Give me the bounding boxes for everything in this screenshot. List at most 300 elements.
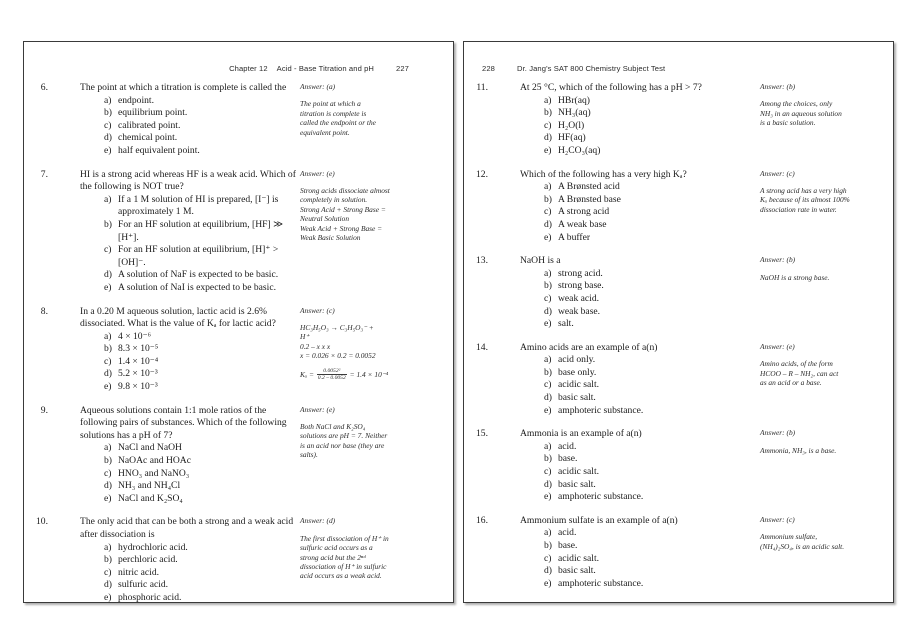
choice-item[interactable] (104, 95, 300, 108)
answer-line: Weak Basic Solution (300, 233, 361, 242)
answer-explanation (300, 323, 420, 361)
answer-key: Answer: (b) (760, 255, 796, 265)
choice-label: b) (104, 107, 112, 119)
choice-label: d) (544, 565, 552, 577)
choice-item[interactable] (104, 219, 300, 244)
choice-text: endpoint. (118, 94, 154, 106)
answer-column (760, 428, 870, 455)
choice-item[interactable] (104, 343, 300, 356)
question-block (24, 169, 453, 295)
question-block (24, 82, 453, 158)
choice-list (544, 527, 760, 590)
answer-line: Both NaCl and K₂SO₄ (300, 422, 366, 432)
question-number: 14. (476, 341, 488, 353)
choice-label: a) (544, 354, 552, 366)
choice-label: a) (544, 181, 552, 193)
answer-line: The point at which a (300, 99, 361, 109)
question-number: 13. (476, 255, 488, 267)
answer-column (760, 82, 870, 128)
choice-text: A solution of NaF is expected to be basic. (118, 269, 279, 281)
running-head-chapter: Chapter 12 (229, 64, 268, 73)
choice-text: acidic salt. (558, 466, 600, 478)
question-block (24, 405, 453, 506)
choice-label: a) (544, 440, 552, 452)
answer-key: Answer: (d) (300, 516, 336, 526)
running-head-left (229, 64, 409, 73)
question-body (464, 515, 760, 591)
choice-label: e) (104, 281, 112, 293)
choice-label: a) (544, 94, 552, 106)
answer-key: Answer: (c) (760, 168, 795, 178)
choice-item[interactable] (544, 280, 760, 293)
answer-line: completely in solution. (300, 195, 368, 205)
choice-label: a) (104, 330, 112, 342)
answer-key: Answer: (c) (300, 305, 335, 315)
page-number: 228 (482, 64, 495, 73)
choice-item[interactable] (544, 553, 760, 566)
question-body (24, 405, 300, 506)
choice-item[interactable] (544, 120, 760, 133)
choice-text: strong acid. (558, 267, 603, 279)
question-number: 12. (476, 168, 488, 180)
choice-label: c) (104, 119, 112, 131)
question-stem: HI is a strong acid whereas HF is a weak acid. Which of the following is NOT true? (80, 168, 296, 193)
choice-list (544, 441, 760, 504)
choice-item[interactable] (544, 540, 760, 553)
answer-column (300, 516, 420, 580)
answer-explanation (760, 273, 870, 282)
answer-explanation (300, 422, 420, 460)
answer-explanation (760, 186, 870, 214)
question-stem: Ammonium sulfate is an example of a(n) (520, 514, 678, 526)
choice-text: base only. (558, 366, 597, 378)
choice-label: b) (104, 455, 112, 467)
choice-text: acid. (558, 440, 577, 452)
answer-line: strong acid but the 2ⁿᵈ (300, 552, 366, 562)
choice-label: c) (544, 466, 552, 478)
answer-line: Weak Acid + Strong Base = (300, 223, 383, 233)
choice-item[interactable] (104, 368, 300, 381)
formula-numerator: 0.0052² (317, 368, 347, 376)
choice-text: A buffer (558, 231, 591, 243)
choice-label: e) (104, 492, 112, 504)
choice-text: H₂O(l) (558, 119, 585, 131)
answer-line: The first dissociation of H⁺ in (300, 533, 389, 543)
page-number: 227 (396, 64, 409, 73)
running-head-title: Acid - Base Titration and pH (276, 64, 375, 73)
question-number: 7. (40, 168, 48, 180)
choice-label: a) (104, 193, 112, 205)
question-list-right (464, 82, 893, 601)
answer-line: HC₃H₅O₃ → C₃H₅O₃⁻ + (300, 322, 374, 332)
answer-line: NH₃ in an aqueous solution (760, 108, 842, 118)
choice-label: e) (544, 144, 552, 156)
question-block (464, 255, 893, 331)
choice-item[interactable] (104, 331, 300, 344)
choice-text: acid only. (558, 354, 596, 366)
choice-text: NH₃ and NH₄Cl (118, 480, 181, 492)
choice-item[interactable] (544, 565, 760, 578)
answer-line: called the endpoint or the (300, 118, 376, 128)
choice-label: d) (104, 269, 112, 281)
choice-item[interactable] (544, 206, 760, 219)
answer-key: Answer: (e) (760, 341, 795, 351)
choice-item[interactable] (104, 269, 300, 282)
running-head-title: Dr. Jang's SAT 800 Chemistry Subject Test (516, 64, 666, 73)
choice-text: acidic salt. (558, 552, 600, 564)
answer-column (300, 169, 420, 243)
choice-item[interactable] (544, 466, 760, 479)
question-list-left (24, 82, 453, 603)
choice-text: 9.8 × 10⁻³ (118, 381, 158, 393)
answer-column (760, 515, 870, 551)
answer-explanation (760, 446, 870, 455)
choice-item[interactable] (104, 381, 300, 394)
question-stem: The point at which a titration is complete is called the (80, 82, 287, 93)
choice-label: e) (104, 591, 112, 603)
question-number: 16. (476, 514, 488, 526)
question-stem: Which of the following has a very high Kₐ? (520, 168, 687, 180)
choice-label: a) (104, 94, 112, 106)
choice-item[interactable] (104, 455, 300, 468)
choice-text: chemical point. (118, 132, 178, 144)
question-stem: At 25 °C, which of the following has a pH > 7? (520, 82, 702, 93)
choice-text: HBr(aq) (558, 94, 590, 106)
choice-list (544, 268, 760, 331)
choice-text: A Brønsted base (558, 193, 621, 205)
choice-text: HNO₃ and NaNO₃ (118, 467, 190, 479)
question-body (24, 169, 300, 295)
question-stem: The only acid that can be both a strong and a weak acid after dissociation is (80, 516, 294, 540)
choice-item[interactable] (104, 442, 300, 455)
choice-text: H₂CO₃(aq) (558, 144, 601, 156)
answer-line: dissociation rate in water. (760, 204, 837, 214)
choice-text: A weak base (558, 218, 607, 230)
choice-text: calibrated point. (118, 119, 181, 131)
choice-label: c) (104, 244, 112, 256)
choice-text: basic salt. (558, 565, 596, 577)
choice-label: a) (544, 527, 552, 539)
answer-formula (300, 368, 420, 382)
question-body (24, 82, 300, 158)
answer-line: HCOO – R – NH₂, can act (760, 368, 839, 378)
choice-list (544, 181, 760, 244)
question-stem: Amino acids are an example of a(n) (520, 341, 658, 353)
question-body (464, 169, 760, 245)
question-stem: NaOH is a (520, 255, 561, 267)
choice-item[interactable] (104, 480, 300, 493)
choice-label: c) (544, 206, 552, 218)
answer-line: titration is complete is (300, 108, 367, 118)
choice-text: For an HF solution at equilibrium, [HF] ≫ [H⁺]. (118, 218, 284, 243)
choice-label: b) (544, 107, 552, 119)
answer-explanation (760, 99, 870, 127)
choice-text: salt. (558, 318, 574, 330)
choice-item[interactable] (544, 379, 760, 392)
question-block (464, 342, 893, 418)
choice-text: A Brønsted acid (558, 181, 620, 193)
answer-key: Answer: (b) (760, 428, 796, 438)
choice-item[interactable] (544, 95, 760, 108)
answer-line: acid occurs as a weak acid. (300, 571, 382, 581)
choice-label: e) (104, 144, 112, 156)
choice-label: d) (544, 478, 552, 490)
question-block (464, 515, 893, 591)
choice-text: half equivalent point. (118, 144, 200, 156)
answer-explanation (300, 534, 420, 581)
choice-text: weak base. (558, 305, 601, 317)
answer-line: is an acid nor base (they are (300, 440, 385, 450)
choice-item[interactable] (544, 354, 760, 367)
choice-item[interactable] (544, 479, 760, 492)
answer-key: Answer: (b) (760, 82, 796, 91)
choice-item[interactable] (104, 194, 300, 219)
choice-text: NaCl and NaOH (118, 442, 182, 454)
answer-line: dissociation of H⁺ in sulfuric (300, 562, 387, 572)
choice-list (104, 331, 300, 394)
choice-label: c) (544, 119, 552, 131)
answer-line: Kₐ because of its almost 100% (760, 195, 850, 205)
question-stem: Aqueous solutions contain 1:1 mole ratios of the following pairs of substances. Which of the following solutions has a pH of 7? (80, 404, 287, 441)
book-page-right (463, 41, 894, 603)
choice-label: b) (104, 218, 112, 230)
answer-line: equivalent point. (300, 127, 350, 137)
question-block (464, 169, 893, 245)
choice-item[interactable] (544, 491, 760, 504)
question-body (24, 306, 300, 394)
choice-list (104, 95, 300, 158)
choice-text: NaCl and K₂SO₄ (118, 492, 183, 504)
choice-text: HF(aq) (558, 132, 586, 144)
choice-list (104, 542, 300, 603)
choice-item[interactable] (544, 367, 760, 380)
choice-list (544, 354, 760, 417)
answer-explanation (760, 359, 870, 387)
choice-item[interactable] (544, 219, 760, 232)
choice-label: a) (104, 442, 112, 454)
choice-text: For an HF solution at equilibrium, [H]⁺ > [OH]⁻. (118, 244, 279, 268)
choice-label: e) (104, 381, 112, 393)
answer-line: A strong acid has a very high (760, 185, 847, 195)
answer-explanation (300, 99, 420, 137)
choice-item[interactable] (104, 567, 300, 580)
answer-line: Strong acids dissociate almost (300, 185, 390, 195)
choice-text: perchloric acid. (118, 554, 178, 566)
question-number: 11. (476, 82, 488, 93)
choice-text: NH₃(aq) (558, 107, 591, 119)
question-block (464, 82, 893, 158)
choice-label: d) (104, 579, 112, 591)
choice-text: amphoteric substance. (558, 404, 644, 416)
answer-key: Answer: (e) (300, 404, 335, 414)
answer-line: Amino acids, of the form (760, 359, 833, 369)
choice-label: c) (104, 467, 112, 479)
choice-item[interactable] (544, 578, 760, 591)
choice-label: a) (104, 541, 112, 553)
choice-item[interactable] (104, 592, 300, 603)
question-body (24, 516, 300, 603)
answer-key: Answer: (a) (300, 82, 336, 91)
answer-column (300, 82, 420, 137)
formula-fraction (317, 368, 347, 382)
choice-item[interactable] (544, 453, 760, 466)
question-number: 6. (40, 82, 48, 93)
choice-text: amphoteric substance. (558, 577, 644, 589)
choice-item[interactable] (104, 493, 300, 506)
choice-text: If a 1 M solution of HI is prepared, [I⁻] is approximately 1 M. (118, 193, 279, 218)
choice-text: NaOAc and HOAc (118, 455, 191, 467)
answer-column (300, 306, 420, 382)
choice-label: e) (544, 231, 552, 243)
formula-denominator: 0.2 – 0.0052 (317, 375, 346, 382)
answer-line: x = 0.026 × 0.2 = 0.0052 (300, 351, 376, 361)
choice-item[interactable] (104, 468, 300, 481)
choice-label: d) (104, 132, 112, 144)
choice-item[interactable] (104, 356, 300, 369)
choice-label: e) (544, 491, 552, 503)
answer-line: Neutral Solution (300, 214, 350, 224)
answer-line: Strong Acid + Strong Base = (300, 204, 386, 214)
choice-item[interactable] (544, 405, 760, 418)
choice-label: b) (104, 343, 112, 355)
choice-text: weak acid. (558, 292, 600, 304)
answer-line: as an acid or a base. (760, 377, 822, 387)
choice-item[interactable] (544, 181, 760, 194)
choice-label: b) (544, 193, 552, 205)
choice-item[interactable] (104, 554, 300, 567)
choice-label: b) (544, 366, 552, 378)
answer-column (760, 255, 870, 282)
choice-item[interactable] (544, 107, 760, 120)
choice-text: nitric acid. (118, 566, 160, 578)
question-block (24, 306, 453, 394)
choice-item[interactable] (544, 145, 760, 158)
running-head-right (482, 64, 665, 73)
choice-item[interactable] (104, 282, 300, 295)
question-body (464, 428, 760, 504)
choice-item[interactable] (544, 194, 760, 207)
choice-label: d) (544, 305, 552, 317)
answer-column (760, 169, 870, 215)
choice-text: base. (558, 453, 578, 465)
choice-item[interactable] (544, 293, 760, 306)
choice-text: A strong acid (558, 206, 610, 218)
choice-item[interactable] (544, 232, 760, 245)
choice-text: strong base. (558, 280, 604, 292)
choice-text: equilibrium point. (118, 107, 188, 119)
answer-line: Ammonium sulfate, (760, 532, 818, 542)
choice-label: d) (544, 132, 552, 144)
question-stem: In a 0.20 M aqueous solution, lactic acid is 2.6% dissociated. What is the value of Kₐ for lactic acid? (80, 305, 276, 330)
choice-label: c) (104, 355, 112, 367)
choice-item[interactable] (544, 441, 760, 454)
choice-text: acidic salt. (558, 379, 600, 391)
answer-line: NaOH is a strong base. (760, 272, 830, 282)
choice-text: basic salt. (558, 392, 596, 404)
choice-text: acid. (558, 527, 577, 539)
question-number: 8. (40, 305, 48, 317)
answer-line: Among the choices, only (760, 99, 833, 109)
choice-item[interactable] (104, 244, 300, 269)
answer-line: 0.2 – x x x (300, 341, 331, 351)
choice-text: 5.2 × 10⁻³ (118, 368, 158, 380)
choice-label: e) (544, 577, 552, 589)
book-page-left (23, 41, 454, 603)
choice-list (104, 442, 300, 505)
choice-text: 4 × 10⁻⁶ (118, 330, 152, 342)
choice-item[interactable] (104, 579, 300, 592)
choice-label: b) (104, 554, 112, 566)
answer-line: is a basic solution. (760, 118, 816, 128)
question-block (24, 516, 453, 603)
choice-label: c) (104, 566, 112, 578)
choice-text: basic salt. (558, 478, 596, 490)
choice-item[interactable] (104, 132, 300, 145)
question-number: 15. (476, 428, 488, 440)
choice-text: sulfuric acid. (118, 579, 169, 591)
choice-label: b) (544, 453, 552, 465)
question-block (464, 428, 893, 504)
choice-item[interactable] (544, 268, 760, 281)
answer-line: H⁺ (300, 332, 310, 342)
choice-item[interactable] (544, 132, 760, 145)
choice-text: phosphoric acid. (118, 591, 182, 603)
choice-label: d) (104, 480, 112, 492)
question-body (464, 255, 760, 331)
choice-item[interactable] (544, 306, 760, 319)
choice-label: a) (544, 267, 552, 279)
question-body (464, 342, 760, 418)
choice-text: hydrochloric acid. (118, 541, 188, 553)
answer-explanation (300, 186, 420, 242)
formula-lhs: Kₐ = (300, 369, 314, 379)
choice-item[interactable] (544, 318, 760, 331)
choice-item[interactable] (104, 145, 300, 158)
choice-label: b) (544, 540, 552, 551)
answer-line: Ammonia, NH₃, is a base. (760, 445, 837, 455)
choice-label: d) (104, 368, 112, 380)
answer-explanation (760, 532, 870, 551)
choice-item[interactable] (544, 527, 760, 540)
choice-text: A solution of NaI is expected to be basic. (118, 281, 276, 293)
question-body (464, 82, 760, 158)
choice-text: base. (558, 540, 578, 551)
choice-item[interactable] (544, 392, 760, 405)
choice-label: b) (544, 280, 552, 292)
answer-line: sulfuric acid occurs as a (300, 543, 373, 553)
question-number: 10. (36, 516, 48, 528)
choice-text: amphoteric substance. (558, 491, 644, 503)
formula-rhs: = 1.4 × 10⁻⁴ (349, 369, 389, 379)
choice-label: e) (544, 404, 552, 416)
choice-item[interactable] (104, 542, 300, 555)
answer-key: Answer: (c) (760, 514, 795, 524)
choice-label: c) (544, 292, 552, 304)
answer-line: (NH₄)₂SO₄, is an acidic salt. (760, 541, 845, 551)
choice-label: d) (544, 218, 552, 230)
question-number: 9. (40, 404, 48, 416)
choice-label: e) (544, 318, 552, 330)
choice-text: 1.4 × 10⁻⁴ (118, 355, 159, 367)
choice-item[interactable] (104, 120, 300, 133)
choice-list (544, 95, 760, 158)
choice-label: d) (544, 392, 552, 404)
answer-column (760, 342, 870, 388)
choice-item[interactable] (104, 107, 300, 120)
answer-line: solutions are pH = 7. Neither (300, 431, 388, 441)
answer-key: Answer: (e) (300, 168, 335, 178)
question-stem: Ammonia is an example of a(n) (520, 428, 642, 440)
